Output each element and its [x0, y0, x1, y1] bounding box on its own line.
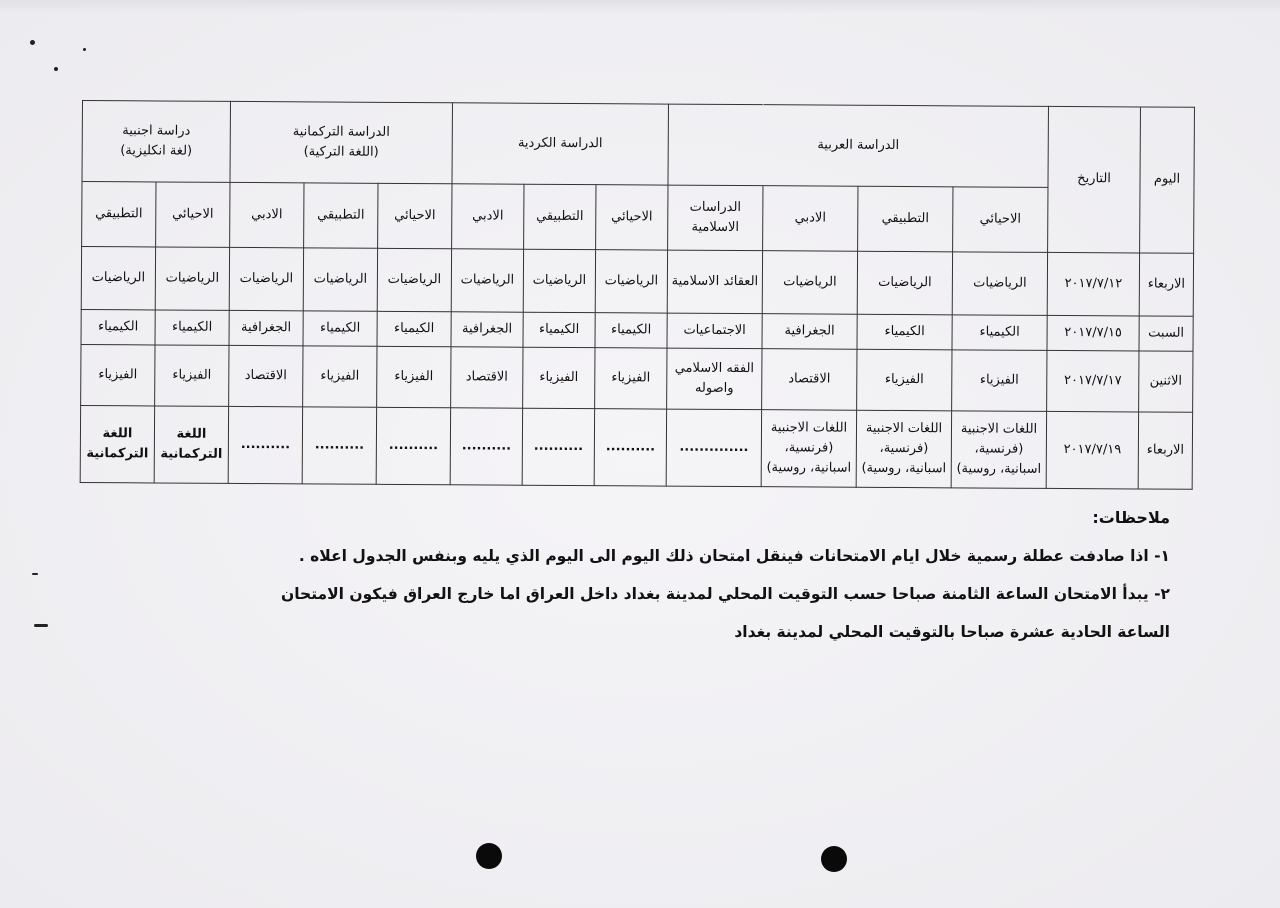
subject-cell: الرياضيات: [762, 251, 857, 315]
subject-cell: الرياضيات: [952, 252, 1047, 316]
day-cell: الاربعاء: [1138, 412, 1192, 489]
group-header-line: دراسة اجنبية: [122, 123, 191, 139]
group-header-line: الدراسة الكردية: [517, 135, 603, 152]
branch-header: التطبيقي: [304, 183, 378, 248]
subject-cell: الفيزياء: [952, 350, 1047, 412]
group-header-subline: (اللغة التركية): [303, 144, 379, 160]
subject-cell: الرياضيات: [451, 249, 523, 312]
branch-header: الادبي: [763, 186, 858, 252]
subject-cell: الفيزياء: [377, 346, 451, 407]
subject-cell: الفيزياء: [81, 344, 155, 405]
subject-cell: الرياضيات: [81, 247, 155, 310]
page-top-shadow: [0, 0, 1280, 14]
date-cell: ٢٠١٧/٧/١٥: [1047, 315, 1139, 351]
subject-cell: الاقتصاد: [229, 345, 303, 406]
subject-cell: ..........: [302, 407, 376, 484]
group-header-subline: (لغة انكليزية): [120, 143, 193, 159]
notes-section: [230, 508, 1170, 655]
header-row-groups: [82, 101, 1195, 189]
subject-cell: الاقتصاد: [762, 349, 857, 411]
subject-cell: الفيزياء: [857, 349, 952, 411]
branch-header: التطبيقي: [524, 184, 596, 249]
note-2-line-2: الساعة الحادية عشرة صباحا بالتوقيت المحلي لمدينة بغداد: [734, 623, 1170, 641]
branch-header: التطبيقي: [858, 186, 953, 252]
subject-cell: الفقه الاسلامي واصوله: [667, 348, 762, 410]
scan-speck: [83, 48, 86, 51]
subject-cell: الكيمياء: [952, 315, 1047, 351]
subject-cell: العقائد الاسلامية: [667, 250, 762, 314]
table-row: [81, 247, 1193, 317]
subject-cell: ..........: [522, 408, 594, 485]
punch-hole: [821, 846, 847, 872]
day-cell: الاثنين: [1139, 351, 1193, 412]
subject-cell: ..........: [450, 408, 522, 485]
day-cell: الاربعاء: [1139, 253, 1193, 316]
scan-speck: [30, 40, 35, 45]
branch-header: الادبي: [452, 184, 524, 249]
branch-header: التطبيقي: [82, 182, 156, 247]
date-cell: ٢٠١٧/٧/١٢: [1047, 252, 1139, 316]
punch-hole: [476, 843, 502, 869]
subject-cell: الكيمياء: [81, 309, 155, 344]
subject-cell: الرياضيات: [155, 247, 229, 310]
subject-cell: الاجتماعيات: [667, 313, 762, 349]
notes-title: ملاحظات:: [1092, 508, 1170, 527]
branch-header: الدراسات الاسلامية: [668, 185, 763, 251]
subject-cell: اللغات الاجنبية (فرنسية، اسبانية، روسية): [856, 410, 951, 488]
group-header-line: الدراسة العربية: [817, 137, 900, 153]
subject-cell: الكيمياء: [857, 314, 952, 350]
branch-header: الاحيائي: [378, 183, 452, 248]
date-cell: ٢٠١٧/٧/١٧: [1047, 350, 1139, 412]
date-cell: ٢٠١٧/٧/١٩: [1046, 411, 1138, 489]
scan-speck: [32, 573, 38, 575]
subject-cell: اللغة التركمانية: [80, 405, 154, 482]
note-1: ١- اذا صادفت عطلة رسمية خلال ايام الامتحانات فينقل امتحان ذلك اليوم الى اليوم الذي يليه وبنفس الجدول اعلاه .: [298, 547, 1170, 565]
day-cell: السبت: [1139, 316, 1193, 351]
subject-cell: الفيزياء: [595, 348, 667, 409]
group-header-arabic: [668, 104, 1048, 187]
subject-cell: اللغات الاجنبية (فرنسية، اسبانية، روسية): [761, 410, 856, 488]
subject-cell: ..........: [594, 409, 666, 486]
subject-cell: الكيمياء: [377, 311, 451, 346]
subject-cell: الفيزياء: [523, 347, 595, 408]
subject-cell: الجغرافية: [451, 312, 523, 347]
subject-cell: ..........: [376, 407, 450, 484]
table-row: [81, 344, 1193, 412]
group-header-turkmen: [230, 101, 453, 183]
subject-cell: اللغات الاجنبية (فرنسية، اسبانية، روسية): [951, 411, 1046, 489]
subject-cell: ..........: [228, 406, 303, 483]
exam-schedule-table: [80, 100, 1195, 490]
subject-cell: اللغة التركمانية: [154, 406, 228, 483]
scan-speck: [54, 67, 58, 71]
subject-cell: الكيمياء: [303, 311, 377, 346]
subject-cell: الكيمياء: [155, 310, 229, 345]
day-header: اليوم: [1140, 107, 1195, 253]
branch-header: الاحيائي: [596, 185, 668, 250]
branch-header: الاحيائي: [156, 182, 230, 247]
subject-cell: الفيزياء: [303, 346, 377, 407]
group-header-foreign: [82, 101, 230, 183]
branch-header: الاحيائي: [953, 187, 1048, 253]
subject-cell: الكيمياء: [523, 312, 595, 347]
branch-header: الادبي: [230, 182, 304, 247]
subject-cell: ..............: [666, 409, 761, 487]
subject-cell: الرياضيات: [303, 248, 377, 311]
group-header-line: الدراسة التركمانية: [292, 124, 390, 140]
subject-cell: الرياضيات: [523, 249, 595, 312]
subject-cell: الاقتصاد: [451, 347, 523, 408]
exam-schedule-table-wrap: [80, 100, 1194, 490]
subject-cell: الرياضيات: [229, 247, 303, 310]
subject-cell: الرياضيات: [595, 250, 667, 313]
note-2-line-1: ٢- يبدأ الامتحان الساعة الثامنة صباحا حسب التوقيت المحلي لمدينة بغداد داخل العراق اما خارج العراق فيكون الامتحان: [280, 585, 1170, 603]
table-row: [80, 405, 1192, 489]
subject-cell: الرياضيات: [857, 251, 952, 315]
scan-speck: [34, 624, 48, 627]
date-header: التاريخ: [1048, 106, 1141, 253]
group-header-kurdish: [452, 103, 668, 185]
subject-cell: الجغرافية: [229, 310, 303, 345]
header-row-branches: [82, 182, 1194, 254]
subject-cell: الفيزياء: [155, 345, 229, 406]
subject-cell: الكيمياء: [595, 313, 667, 348]
subject-cell: الجغرافية: [762, 314, 857, 350]
subject-cell: الرياضيات: [377, 248, 451, 311]
